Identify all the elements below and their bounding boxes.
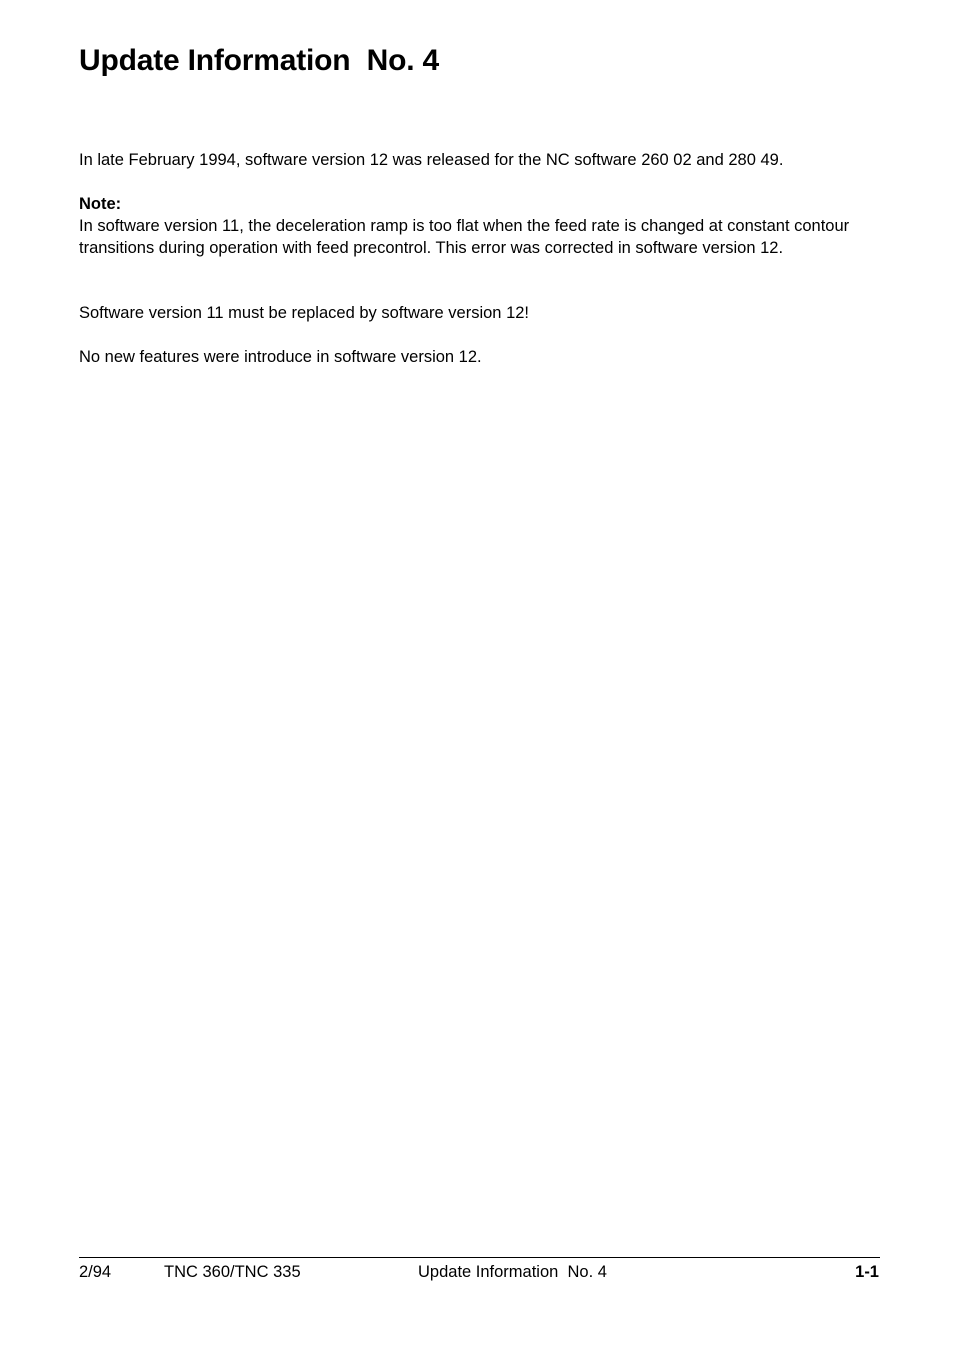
replacement-paragraph: Software version 11 must be replaced by software version 12! bbox=[79, 304, 530, 322]
intro-paragraph: In late February 1994, software version 12 was released for the NC software 260 02 and 280 49. bbox=[79, 151, 784, 169]
footer-divider bbox=[79, 1257, 880, 1258]
page-title: Update Information No. 4 bbox=[79, 44, 440, 77]
footer-date: 2/94 bbox=[79, 1263, 112, 1281]
note-paragraph: In software version 11, the deceleration ramp is too flat when the feed rate is changed at constant contour transitions during operation with feed precontrol. This error was corrected in software version 12. bbox=[79, 217, 850, 257]
footer-model: TNC 360/TNC 335 bbox=[164, 1263, 301, 1281]
footer-page-number: 1-1 bbox=[855, 1263, 879, 1281]
note-label: Note: bbox=[79, 195, 122, 213]
footer-doc-title: Update Information No. 4 bbox=[418, 1263, 607, 1281]
features-paragraph: No new features were introduce in software version 12. bbox=[79, 348, 482, 366]
